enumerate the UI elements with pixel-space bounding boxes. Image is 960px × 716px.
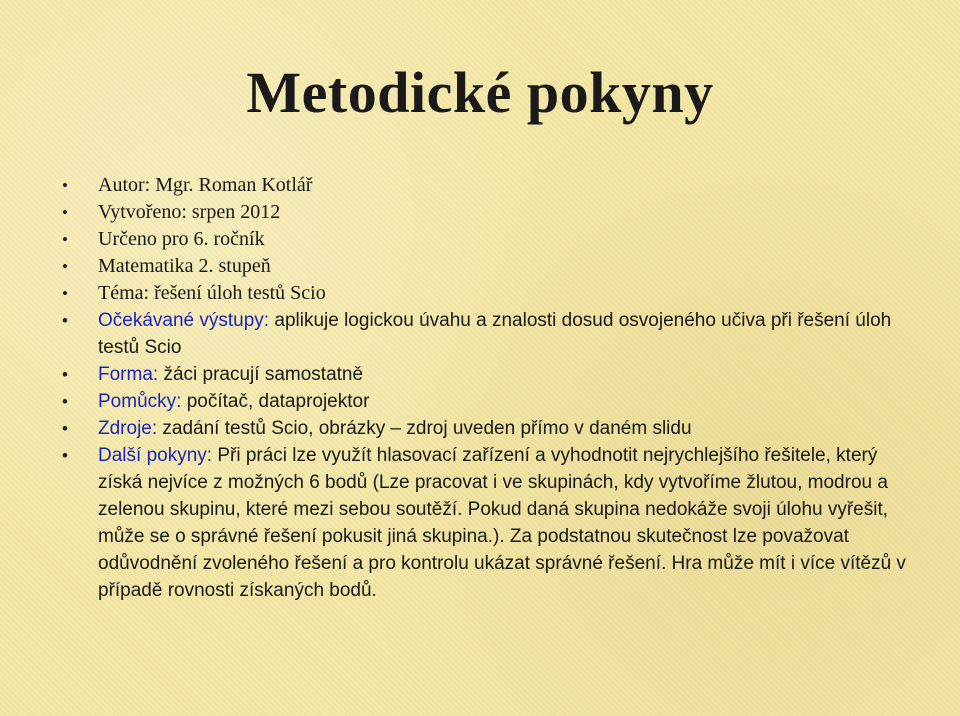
list-item-outcomes	[62, 307, 912, 361]
item-text: aplikuje logickou úvahu a znalosti dosud osvojeného učiva při řešení úloh testů Scio	[98, 310, 892, 358]
list-item-created	[62, 199, 912, 226]
item-text: počítač, dataprojektor	[181, 391, 370, 412]
item-text: Při práci lze využít hlasovací zařízení a vyhodnotit nejrychlejšího řešitele, který získá nejvíce z možných 6 bodů (Lze pracovat i ve skupinách, kdy vytvoříme žlutou, modrou a zelenou skupinu, které mezi sebou soutěží. Pokud daná skupina nedokáže svoji úlohu vyřešit, může se o správné řešení pokusit jiná skupina.). Za podstatnou skutečnost lze považovat odůvodnění zvoleného řešení a pro kontrolu ukázat správné řešení. Hra může mít i více vítězů v případě rovnosti získaných bodů.	[98, 445, 906, 601]
list-item-grade	[62, 226, 912, 253]
item-label: Forma:	[98, 364, 159, 385]
item-text: Téma: řešení úloh testů Scio	[98, 282, 326, 304]
list-item-sources	[62, 415, 912, 442]
bullet-list	[62, 172, 912, 604]
item-label: Další pokyny:	[98, 445, 213, 466]
list-item-subject	[62, 253, 912, 280]
item-text: Určeno pro 6. ročník	[98, 228, 265, 250]
item-label: Zdroje:	[98, 418, 158, 439]
item-label: Očekávané výstupy:	[98, 310, 270, 331]
item-text: Vytvořeno: srpen 2012	[98, 201, 281, 223]
item-text: žáci pracují samostatně	[158, 364, 364, 385]
item-text: Matematika 2. stupeň	[98, 255, 271, 277]
list-item-author	[62, 172, 912, 199]
list-item-form	[62, 361, 912, 388]
slide-title: Metodické pokyny	[246, 60, 714, 125]
list-item-tools	[62, 388, 912, 415]
list-item-instructions	[62, 442, 912, 604]
item-text: Autor: Mgr. Roman Kotlář	[98, 174, 313, 196]
list-item-topic	[62, 280, 912, 307]
item-label: Pomůcky:	[98, 391, 182, 412]
item-text: zadání testů Scio, obrázky – zdroj uveden přímo v daném slidu	[157, 418, 692, 439]
